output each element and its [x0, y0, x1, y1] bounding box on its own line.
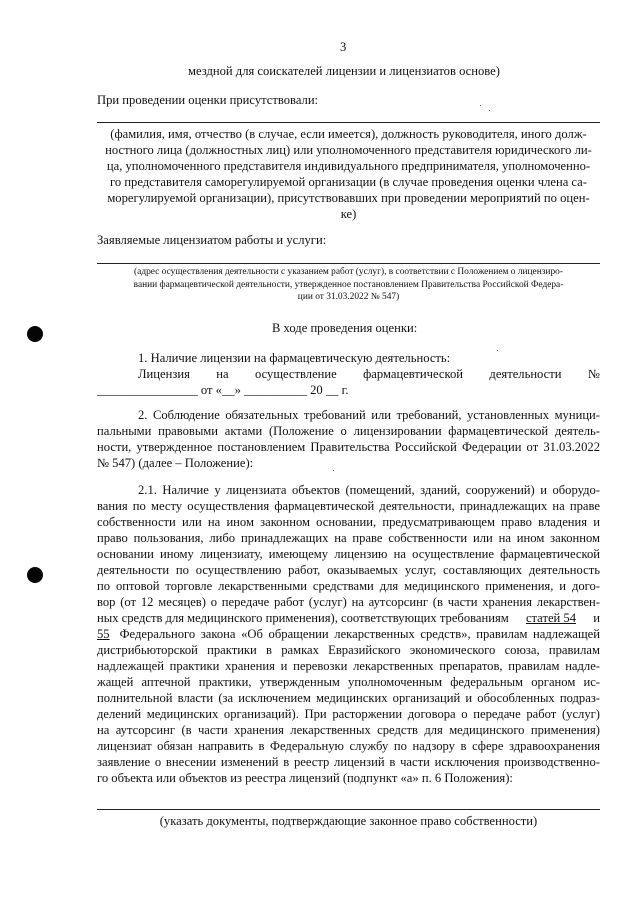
item21-line: ных средств для медицинского применения), соответствующих требованиям: [97, 611, 509, 625]
item21-connector: и: [593, 611, 600, 625]
item21-line: вор (от 12 месяцев) о передаче работ (услуг) на аутсорсинг (в части хранения лекарствен-: [97, 595, 600, 609]
item2-line: 2. Соблюдение обязательных требований или требований, установленных муници-: [138, 408, 600, 422]
license-word: деятельности: [489, 367, 562, 381]
item21-line: надлежащей практики хранения и перевозки лекарственных препаратов, правилам надле-: [97, 659, 600, 673]
item21-line: дистрибьюторской практики в рамках Евразийского экономического союза, правилам: [97, 643, 600, 657]
item21-line: делений медицинских организаций). При расторжении договора о передаче работ (услуг): [97, 707, 600, 721]
license-date-line: ________________ от «__» __________ 20 __ г.: [97, 383, 349, 397]
present-hint: [97, 126, 600, 222]
item21-line: 2.1. Наличие у лицензиата объектов (помещений, зданий, сооружений) и оборудо-: [138, 483, 600, 497]
item21-line: по оптовой торговле лекарственными средствами для медицинского применения, и дого-: [97, 579, 600, 593]
license-word: фармацевтической: [363, 367, 464, 381]
item21-line: деятельности по осуществлению работ, оказываемых услуг, составляющих деятельность: [97, 563, 600, 577]
works-hint: [97, 266, 600, 304]
hint-line: вании фармацевтической деятельности, утвержденное постановлением Правительства Российской Федера-: [133, 279, 564, 290]
blank-line: [97, 809, 600, 810]
continuation-line: мездной для соискателей лицензии и лицензиатов основе): [188, 64, 500, 78]
item21-line: полнительной власти (за исключением медицинских организаций и обособленных подраз-: [97, 691, 600, 705]
item21-line: собственности или на ином законном основании, предусматривающем право владения и: [97, 515, 600, 529]
item21-line: Федерального закона «Об обращении лекарственных средств», правилам надлежащей: [119, 627, 600, 641]
license-word: Лицензия: [138, 367, 190, 381]
item21-line: вания по месту осуществления фармацевтической деятельности, принадлежащих на праве: [97, 499, 600, 513]
item1-title: 1. Наличие лицензии на фармацевтическую деятельность:: [138, 351, 451, 365]
hint-line: (адрес осуществления деятельности с указанием работ (услуг), в соответствии с Положением о лицензиро-: [134, 267, 563, 277]
item21-line: на аутсорсинг (в части хранения лекарственных средств для медицинского применения): [97, 723, 600, 737]
present-label: При проведении оценки присутствовали:: [97, 93, 319, 107]
item21-line-55: [97, 626, 600, 642]
hint-line: го представителя саморегулируемой организации (в случае проведения оценки члена са-: [110, 175, 587, 189]
license-row: [138, 366, 600, 382]
works-label: Заявляемые лицензиатом работы и услуги:: [97, 233, 327, 247]
hint-line: ке): [340, 207, 357, 221]
item21-line: лицензиат обязан направить в Федеральную службу по надзору в сфере здравоохранения: [97, 739, 600, 753]
license-word: на: [216, 367, 229, 381]
docs-hint: (указать документы, подтверждающие законное право собственности): [159, 814, 538, 828]
hint-line: ностного лица (должностных лиц) или уполномоченного представителя юридического ли-: [105, 143, 592, 157]
item21-line: основании иному лицензиату, имеющему лицензию на осуществление фармацевтической: [97, 547, 600, 561]
license-word: осуществление: [254, 367, 337, 381]
article-55-link[interactable]: 55: [97, 627, 110, 641]
blank-line: [97, 122, 600, 123]
punch-hole-top: [27, 326, 43, 342]
hint-line: морегулируемой организации), присутствовавших при проведении мероприятий по оцен-: [107, 191, 590, 205]
item21-line-links: [97, 610, 600, 626]
blank-line: [97, 263, 600, 264]
item21-line: заявление о внесении изменений в реестр лицензий в части исключения производственно-: [97, 755, 600, 769]
page-number: 3: [340, 40, 347, 54]
item21-line: го объекта или объектов из реестра лицензий (подпункт «а» п. 6 Положения):: [97, 771, 513, 785]
item2-line: ности, утвержденное постановлением Правительства Российской Федерации от 31.03.2022: [97, 440, 600, 454]
hint-line: ца, уполномоченного представителя индивидуального предпринимателя, уполномоченно-: [106, 159, 591, 173]
item21-line: право пользования, либо принадлежащих на праве собственности или на ином законном: [97, 531, 600, 545]
hint-line: ции от 31.03.2022 № 547): [297, 292, 400, 302]
item21-line: жащей аптечной практики, утвержденным уполномоченным федеральным органом ис-: [97, 675, 600, 689]
scan-speck: [480, 105, 481, 106]
hint-line: (фамилия, имя, отчество (в случае, если имеется), должность руководителя, иного долж-: [110, 127, 587, 141]
license-word: №: [587, 367, 600, 381]
scan-speck: [489, 110, 490, 111]
scan-speck: [497, 350, 498, 351]
item2-line: пальными правовыми актами (Положение о лицензировании фармацевтической деятель-: [97, 424, 600, 438]
punch-hole-bottom: [27, 567, 43, 583]
article-54-link[interactable]: статей 54: [525, 611, 577, 625]
item2-line: № 547) (далее – Положение):: [97, 456, 254, 470]
assessment-heading: В ходе проведения оценки:: [272, 321, 418, 335]
